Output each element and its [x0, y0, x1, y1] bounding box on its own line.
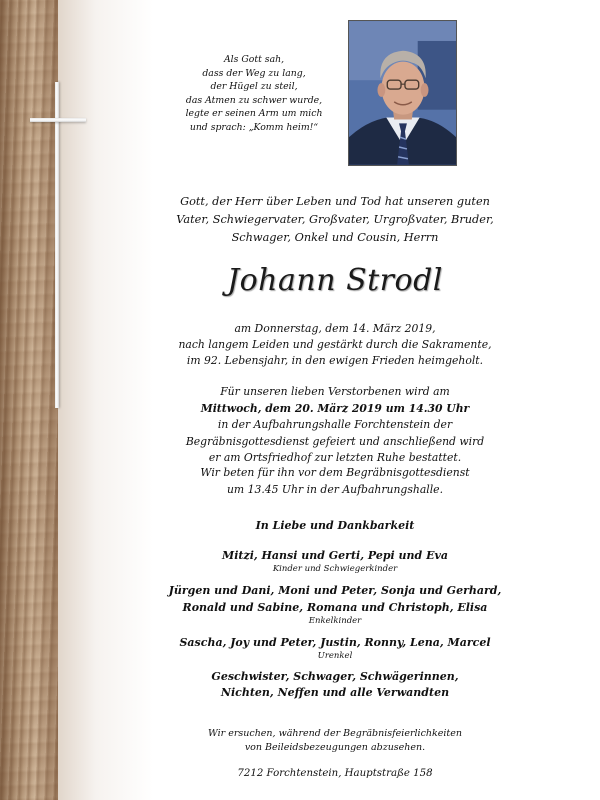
- mourners-list: [120, 547, 550, 708]
- prayer-notice: [120, 465, 550, 498]
- cross-icon-horizontal: [30, 118, 86, 122]
- condolence-request: [120, 727, 550, 755]
- funeral-line: Begräbnisgottesdienst gefeiert und anschließend wird: [185, 434, 485, 448]
- request-line: von Beileidsbezeugungen abzusehen.: [244, 742, 426, 753]
- mourner-names: Sascha, Joy und Peter, Justin, Ronny, Lena, Marcel: [179, 636, 491, 649]
- death-line: im 92. Lebensjahr, in den ewigen Frieden heimgeholt.: [186, 354, 484, 367]
- funeral-details: [120, 384, 550, 467]
- mourner-group: [120, 669, 550, 701]
- cross-icon-vertical: [55, 82, 59, 408]
- mourner-group: [120, 547, 550, 575]
- intro-line: Schwager, Onkel und Cousin, Herrn: [231, 231, 439, 244]
- mourner-names: Jürgen und Dani, Moni und Peter, Sonja und Gerhard,: [168, 584, 502, 597]
- request-line: Wir ersuchen, während der Begräbnisfeierlichkeiten: [208, 728, 462, 739]
- prayer-line: um 13.45 Uhr in der Aufbahrungshalle.: [226, 482, 444, 496]
- intro-text: [120, 193, 550, 247]
- poem-line: Als Gott sah,: [223, 54, 285, 65]
- intro-line: Vater, Schwiegervater, Großvater, Urgroßvater, Bruder,: [176, 213, 494, 226]
- love-heading: In Liebe und Dankbarkeit: [255, 519, 415, 532]
- mourner-group: [120, 582, 550, 627]
- mourner-group: [120, 634, 550, 662]
- death-notice: [120, 321, 550, 369]
- death-line: am Donnerstag, dem 14. März 2019,: [234, 322, 436, 335]
- mourner-relation: Enkelkinder: [308, 616, 362, 626]
- intro-line: Gott, der Herr über Leben und Tod hat unseren guten: [180, 195, 490, 208]
- mourner-names: Nichten, Neffen und alle Verwandten: [220, 686, 450, 699]
- funeral-line: er am Ortsfriedhof zur letzten Ruhe bestattet.: [208, 451, 462, 464]
- funeral-date-time: Mittwoch, dem 20. März 2019 um 14.30 Uhr: [200, 401, 470, 415]
- mourner-relation: Kinder und Schwiegerkinder: [272, 564, 398, 574]
- death-line: nach langem Leiden und gestärkt durch die Sakramente,: [178, 338, 492, 351]
- poem: [178, 53, 330, 135]
- poem-line: dass der Weg zu lang,: [202, 67, 306, 79]
- poem-line: das Atmen zu schwer wurde,: [185, 94, 323, 106]
- deceased-name: Johann Strodl: [227, 263, 443, 298]
- poem-line: und sprach: „Komm heim!“: [189, 121, 319, 133]
- prayer-line: Wir beten für ihn vor dem Begräbnisgottesdienst: [200, 466, 470, 479]
- funeral-line: in der Aufbahrungshalle Forchtenstein der: [217, 418, 453, 431]
- funeral-line: Für unseren lieben Verstorbenen wird am: [220, 385, 450, 398]
- mourner-names: Ronald und Sabine, Romana und Christoph, Elisa: [182, 601, 488, 614]
- mourner-names: Mitzi, Hansi und Gerti, Pepi und Eva: [222, 549, 448, 562]
- portrait-image: [349, 21, 456, 165]
- mourner-relation: Urenkel: [317, 651, 353, 661]
- portrait-photo: [348, 20, 457, 166]
- poem-line: der Hügel zu steil,: [210, 81, 298, 93]
- mourner-names: Geschwister, Schwager, Schwägerinnen,: [211, 670, 459, 683]
- family-address: 7212 Forchtenstein, Hauptstraße 158: [237, 768, 433, 779]
- poem-line: legte er seinen Arm um mich: [185, 108, 323, 120]
